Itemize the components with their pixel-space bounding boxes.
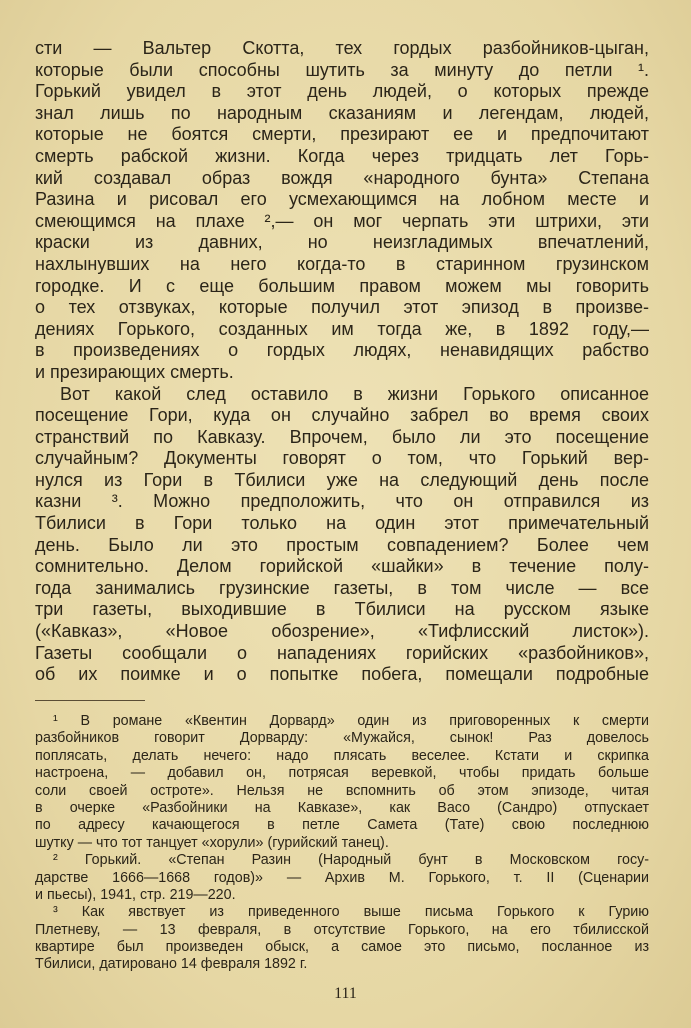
footnote-line: шутку — что тот танцует «хорули» (гурийский танец). — [35, 834, 389, 851]
footnote-line: ¹ В романе «Квентин Дорвард» один из приговоренных к смерти — [53, 713, 649, 729]
footnote-line: в очерке «Разбойники на Кавказе», как Васо (Сандро) отпускает — [35, 799, 649, 816]
footnote-line: по адресу качающегося в петле Самета (Тате) свою последнюю — [35, 817, 649, 834]
text-line: казни ³. Можно предположить, что он отправился из — [35, 491, 649, 512]
text-line: Вот какой след оставило в жизни Горького описанное — [60, 383, 649, 404]
text-line: смерть рабской жизни. Когда через тридцать лет Горь- — [35, 145, 649, 166]
text-line: Горький увидел в этот день людей, о которых прежде — [35, 81, 649, 102]
footnote-line: Плетневу, — 13 февраля, в отсутствие Горького, на его тбилисской — [35, 921, 649, 938]
footnote-line: ² Горький. «Степан Разин (Народный бунт в Московском госу- — [53, 852, 649, 869]
footnote-2 — [35, 852, 649, 904]
main-text — [35, 38, 649, 686]
text-line: («Кавказ», «Новое обозрение», «Тифлисский листок»). — [35, 621, 649, 642]
text-line: и презирающих смерть. — [35, 361, 234, 382]
text-line: которые не боятся смерти, презирают ее и предпочитают — [35, 124, 649, 145]
footnote-divider — [35, 700, 145, 701]
text-line: о тех отзвуках, которые получил этот эпизод в произве- — [35, 297, 649, 318]
text-line: странствий по Кавказу. Впрочем, было ли это посещение — [35, 426, 649, 447]
text-line: смеющимся на плахе ²,— он мог черпать эти штрихи, эти — [35, 210, 649, 231]
text-line: которые были способны шутить за минуту до петли ¹. — [35, 59, 649, 80]
text-line: случайным? Документы говорят о том, что Горький вер- — [35, 448, 649, 469]
text-line: день. Было ли это простым совпадением? Более чем — [35, 534, 649, 555]
paragraph — [35, 38, 649, 384]
footnotes — [35, 713, 649, 974]
text-line: Газеты сообщали о нападениях горийских «разбойников», — [35, 642, 649, 663]
footnote-line: квартире был произведен обыск, а самое это письмо, посланное из — [35, 939, 649, 956]
footnote-line: соли своей остроте». Нельзя не вспомнить об этом эпизоде, читая — [35, 782, 649, 799]
page-number: 111 — [334, 985, 357, 1002]
text-line: Разина и рисовал его усмехающимся на лобном месте и — [35, 189, 649, 210]
text-line: знал лишь по народным сказаниям и легендам, людей, — [35, 102, 649, 123]
text-line: Тбилиси в Гори только на один этот примечательный — [35, 513, 649, 534]
text-line: нахлынувших на него когда-то в старинном грузинском — [35, 253, 649, 274]
footnote-line: и пьесы), 1941, стр. 219—220. — [35, 886, 236, 903]
text-line: дениях Горького, созданных им тогда же, в 1892 году,— — [35, 318, 649, 339]
text-line: сомнительно. Делом горийской «шайки» в течение полу- — [35, 556, 649, 577]
footnote-line: ³ Как явствует из приведенного выше письма Горького к Гурию — [53, 904, 649, 921]
text-line: посещение Гори, куда он случайно забрел во время своих — [35, 405, 649, 426]
footnote-line: настроена, — добавил он, потрясая веревкой, чтобы придать больше — [35, 765, 649, 782]
text-line: городке. И с еще большим правом можем мы говорить — [35, 275, 649, 296]
footnote-line: разбойников говорит Дорварду: «Мужайся, сынок! Раз довелось — [35, 730, 649, 747]
text-line: краски из давних, но неизгладимых впечатлений, — [35, 232, 649, 253]
footnote-3 — [35, 904, 649, 974]
footnote-line: Тбилиси, датировано 14 февраля 1892 г. — [35, 956, 308, 973]
footnote-line: поплясать, делать нечего: надо плясать веселее. Кстати и скрипка — [35, 747, 649, 764]
text-line: кий создавал образ вождя «народного бунта» Степана — [35, 167, 649, 188]
text-line: три газеты, выходившие в Тбилиси на русском языке — [35, 599, 649, 620]
footnote-1 — [35, 713, 649, 852]
text-line: об их поимке и о попытке побега, помещали подробные — [35, 664, 649, 685]
text-line: года занимались грузинские газеты, в том числе — все — [35, 577, 649, 598]
text-line: сти — Вальтер Скотта, тех гордых разбойников-цыган, — [35, 38, 649, 58]
text-line: в произведениях о гордых людях, ненавидящих рабство — [35, 340, 649, 361]
paragraph — [35, 384, 649, 686]
text-line: нулся из Гори в Тбилиси уже на следующий день после — [35, 469, 649, 490]
footnote-line: дарстве 1666—1668 годов)» — Архив М. Горького, т. II (Сценарии — [35, 869, 649, 886]
